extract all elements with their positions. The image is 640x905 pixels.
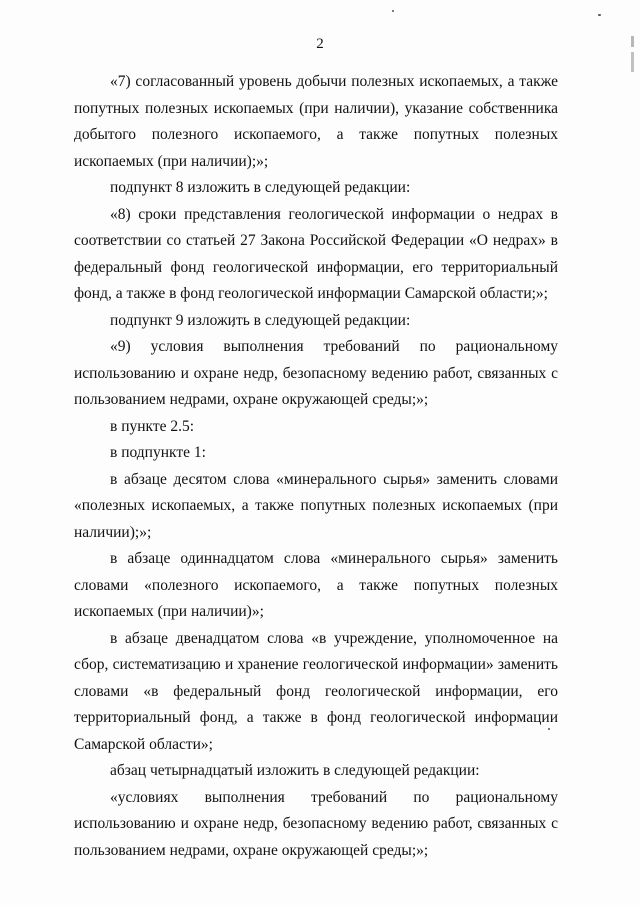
paragraph-clause-2-5: в пункте 2.5: (110, 417, 195, 435)
page-number: 2 (316, 36, 324, 52)
document-body (74, 69, 558, 864)
scan-speck (598, 14, 601, 16)
scan-speck (392, 10, 394, 12)
paragraph-abzac-12: в абзаце двенадцатом слова «в учреждение, уполномоченное на сбор, систематизацию и хранение геологической информации» заменить словами «в федеральный фонд геологической информации, его территориальный фонд, а также в фонд геологической информации Самарской области»; (74, 629, 558, 753)
paragraph-abzac-11: в абзаце одиннадцатом слова «минерального сырья» заменить словами «полезного ископаемого, а также попутных полезных ископаемых (при наличии)»; (74, 550, 558, 620)
paragraph-subclause-1: в подпункте 1: (110, 444, 206, 461)
paragraph-item-9: «9) условия выполнения требований по рациональному использованию и охране недр, безопасному ведению работ, связанных с пользованием недрами, охране окружающей среды;»; (74, 338, 558, 408)
paragraph-item-8: «8) сроки представления геологической информации о недрах в соответствии со статьей 27 Закона Российской Федерации «О недрах» в федеральный фонд геологической информации, его территориальный фонд, а также в фонд геологической информации Самарской области;»; (74, 205, 558, 302)
paragraph-item-7: «7) согласованный уровень добычи полезных ископаемых, а также попутных полезных ископаемых (при наличии), указание собственника добытого полезного ископаемого, а также попутных полезных ископаемых (при наличии);»; (74, 73, 558, 170)
paragraph-abzac-14-instruction: абзац четырнадцатый изложить в следующей редакции: (110, 762, 480, 779)
paragraph-subitem-8-instruction: подпункт 8 изложить в следующей редакции: (110, 179, 411, 196)
paragraph-abzac-10: в абзаце десятом слова «минерального сырья» заменить словами «полезных ископаемых, а также попутных полезных ископаемых (при наличии);»; (74, 470, 558, 541)
paragraph-abzac-14-text: «условиях выполнения требований по рациональному использованию и охране недр, безопасному ведению работ, связанных с пользованием недрами, охране окружающей среды;»; (74, 788, 558, 859)
paragraph-subitem-9-instruction: подпункт 9 изложить в следующей редакции: (110, 311, 411, 329)
